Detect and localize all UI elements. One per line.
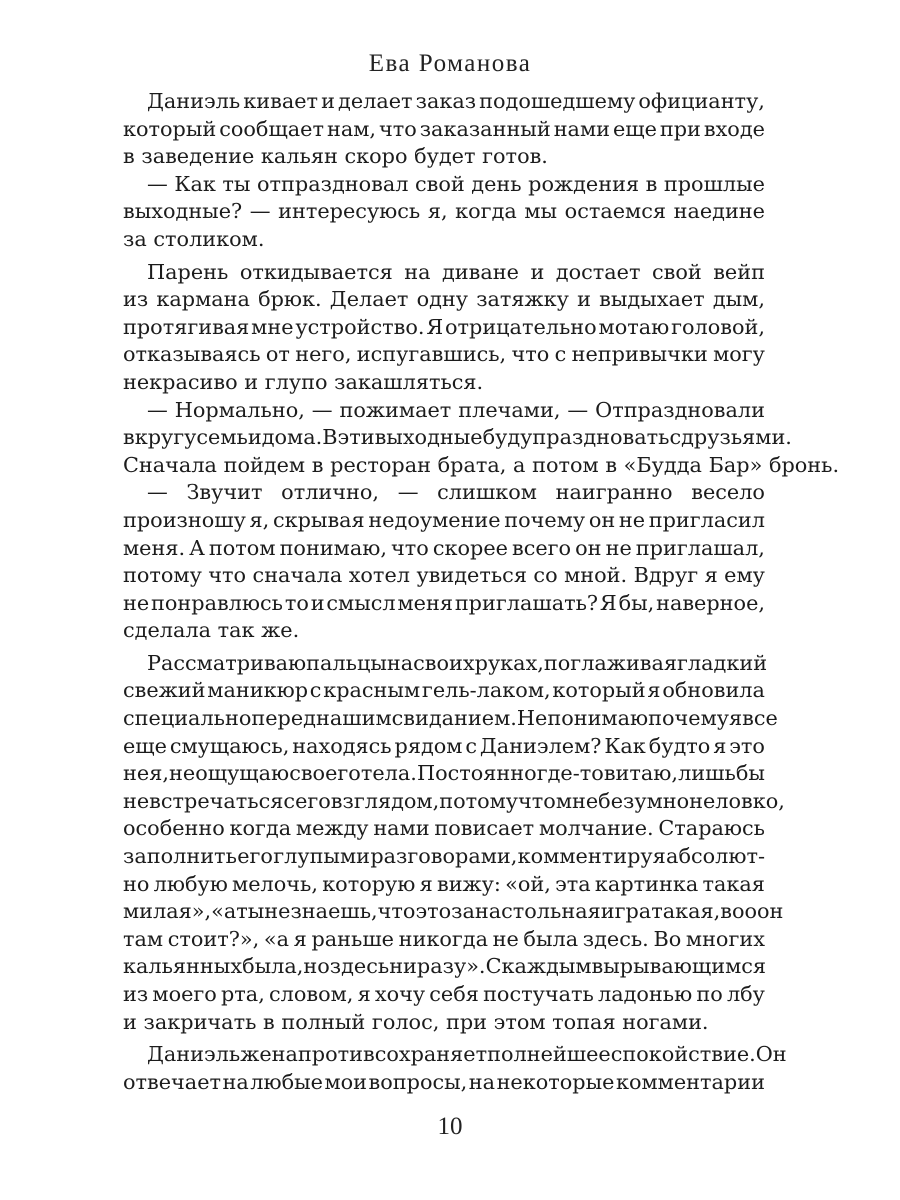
paragraph (123, 88, 765, 171)
text-line: меня. А потом понимаю, что скорее всего он не приглашал, (123, 535, 765, 560)
text-line: не я, не ощущаю своего тела. Постоянно где-то витаю, лишь бы (123, 761, 765, 786)
text-line: выходные? — интересуюсь я, когда мы остаемся наедине (123, 199, 765, 224)
paragraph (123, 1041, 787, 1096)
text-line: в заведение кальян скоро будет готов. (123, 144, 548, 169)
text-line: но любую мелочь, которую я вижу: «ой, эта картинка такая (123, 871, 765, 896)
text-line: который сообщает нам, что заказанный нами еще при входе (123, 116, 765, 141)
paragraph (123, 171, 765, 254)
text-line: заполнить его глупыми разговорами, комментируя абсолют- (123, 844, 765, 869)
text-line: специально перед нашим свиданием. Не понимаю почему я все (123, 706, 778, 731)
text-line: отвечает на любые мои вопросы, на некоторые комментарии (123, 1069, 765, 1094)
text-line: протягивая мне устройство. Я отрицательно мотаю головой, (123, 314, 765, 339)
text-line: — Звучит отлично, — слишком наигранно весело (147, 480, 765, 505)
text-line: милая», «а ты не знаешь, что это за настольная игра такая, вооон (123, 899, 784, 924)
text-line: в кругу семьи дома. В эти выходные буду праздновать с друзьями. (123, 425, 792, 450)
paragraph (123, 479, 765, 645)
text-line: кальянных была, но здесь ни разу». С каждым вырывающимся (123, 954, 767, 979)
text-line: из кармана брюк. Делает одну затяжку и выдыхает дым, (123, 287, 765, 312)
text-line: за столиком. (123, 226, 265, 251)
text-line: некрасиво и глупо закашляться. (123, 369, 484, 394)
paragraph (123, 259, 765, 397)
paragraph (123, 397, 840, 480)
text-line: произношу я, скрывая недоумение почему он не пригласил (123, 507, 765, 532)
text-line: из моего рта, словом, я хочу себя постучать ладонью по лбу (123, 982, 765, 1006)
text-line: Сначала пойдем в ресторан брата, а потом в «Будда Бар» бронь. (123, 452, 840, 477)
text-line: не встречаться с его взглядом, потому что мне безумно неловко, (123, 788, 785, 813)
text-line: Даниэль кивает и делает заказ подошедшему официанту, (147, 89, 765, 113)
running-head-author: Ева Романова (368, 50, 532, 77)
text-line: Парень откидывается на диване и достает свой вейп (147, 259, 765, 284)
text-line: не понравлюсь то и смысл меня приглашать? Я бы, наверное, (123, 590, 765, 615)
text-line: свежий маникюр с красным гель-лаком, который я обновила (123, 678, 765, 703)
paragraph (123, 650, 785, 1036)
text-line: Даниэль же напротив сохраняет полнейшее спокойствие. Он (147, 1042, 787, 1067)
text-line: Рассматриваю пальцы на своих руках, поглаживая гладкий (147, 650, 768, 675)
text-line: еще смущаюсь, находясь рядом с Даниэлем? Как будто я это (123, 733, 765, 758)
text-line: особенно когда между нами повисает молчание. Стараюсь (123, 816, 765, 841)
text-line: сделала так же. (123, 618, 300, 643)
text-line: отказываясь от него, испугавшись, что с непривычки могу (123, 342, 765, 367)
text-line: и закричать в полный голос, при этом топая ногами. (123, 1009, 709, 1034)
text-line: потому что сначала хотел увидеться со мной. Вдруг я ему (123, 563, 765, 588)
page-number: 10 (437, 1113, 463, 1140)
text-line: — Нормально, — пожимает плечами, — Отпраздновали (147, 397, 765, 422)
body-text (123, 88, 840, 1096)
text-line: — Как ты отпраздновал свой день рождения в прошлые (147, 171, 765, 196)
text-line: там стоит?», «а я раньше никогда не была здесь. Во многих (123, 926, 765, 951)
